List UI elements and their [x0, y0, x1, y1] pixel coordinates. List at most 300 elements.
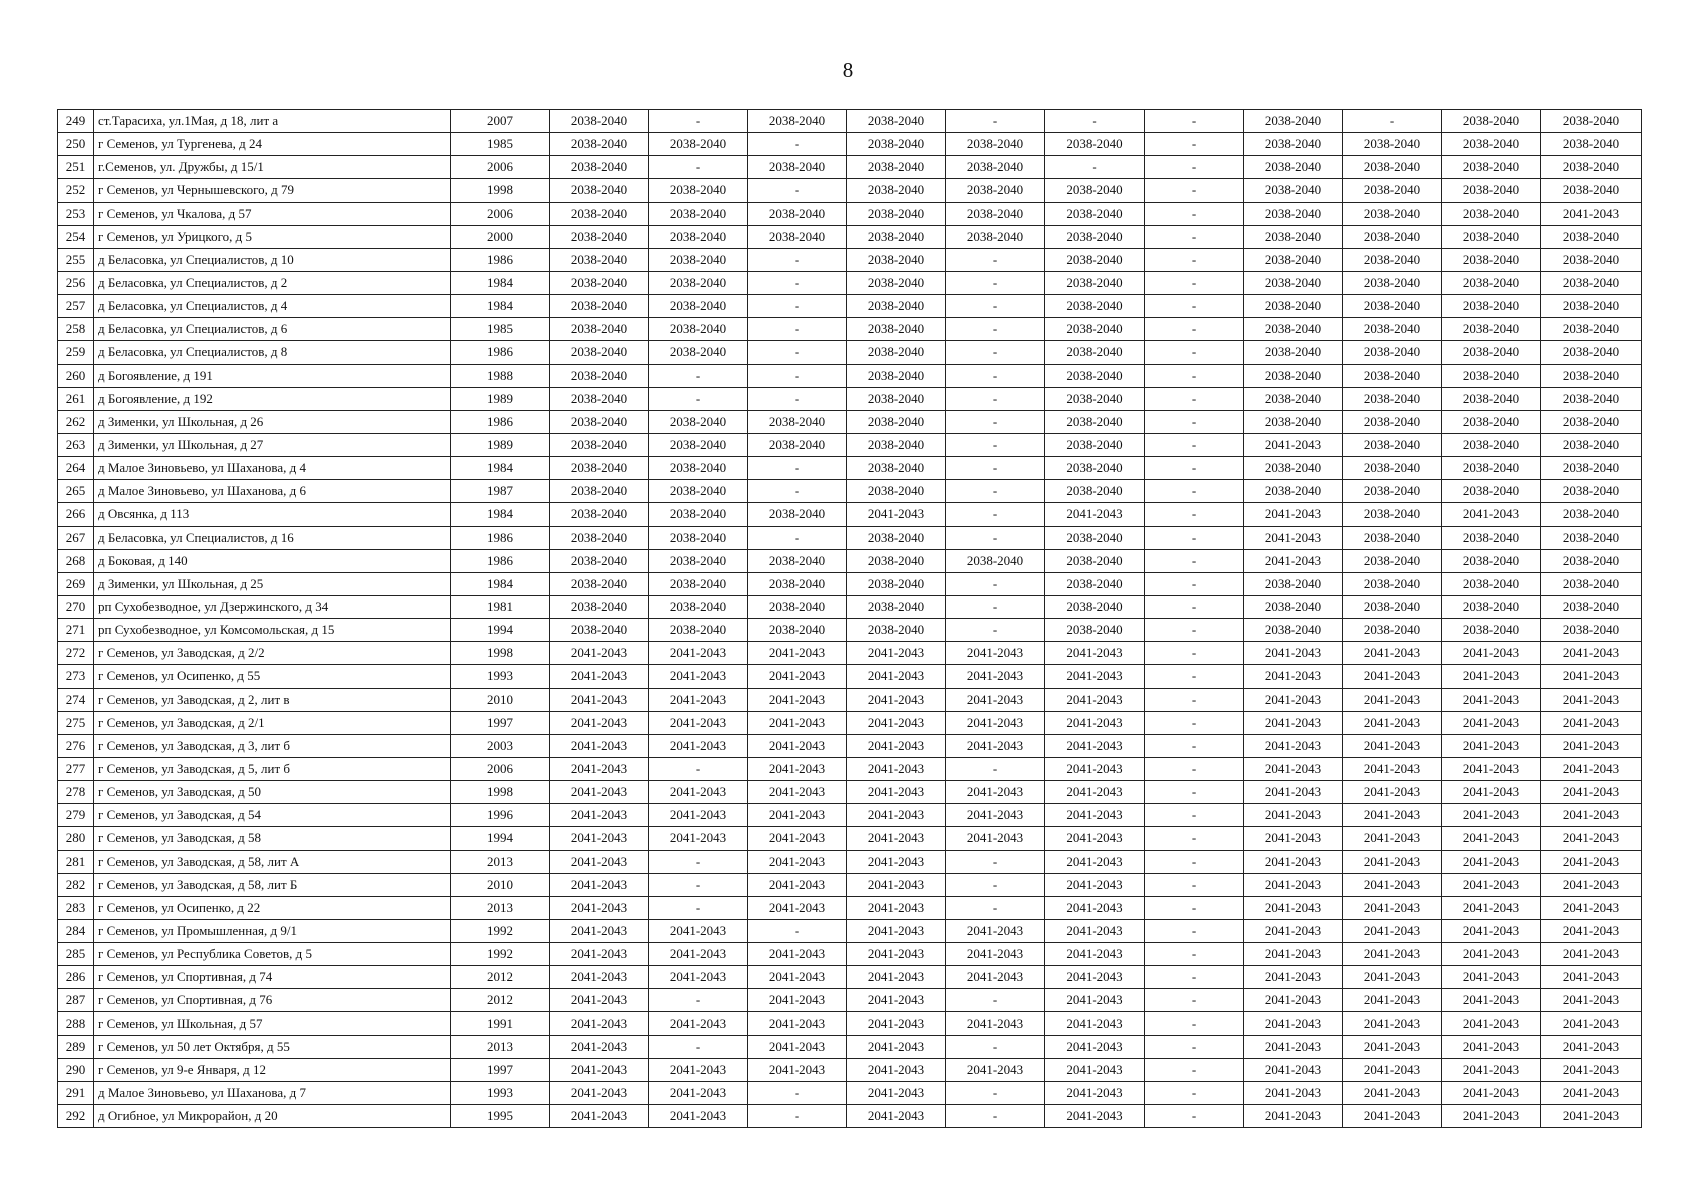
row-number-cell: 288: [58, 1012, 94, 1035]
table-row: [58, 271, 1642, 294]
period-cell: 2041-2043: [748, 642, 847, 665]
row-number-cell: 282: [58, 873, 94, 896]
period-cell: 2041-2043: [1244, 943, 1343, 966]
period-cell: 2041-2043: [1343, 688, 1442, 711]
row-number-cell: 265: [58, 480, 94, 503]
period-cell: 2041-2043: [748, 873, 847, 896]
period-cell: 2038-2040: [550, 549, 649, 572]
period-cell: 2041-2043: [847, 642, 946, 665]
period-cell: 2041-2043: [550, 966, 649, 989]
row-number-cell: 260: [58, 364, 94, 387]
period-cell: 2038-2040: [1541, 549, 1642, 572]
period-cell: 2041-2043: [1045, 1058, 1145, 1081]
period-cell: 2038-2040: [1343, 364, 1442, 387]
period-cell: -: [946, 364, 1045, 387]
period-cell: -: [946, 989, 1045, 1012]
period-cell: 2041-2043: [847, 734, 946, 757]
year-cell: 1994: [451, 619, 550, 642]
period-cell: 2038-2040: [550, 457, 649, 480]
period-cell: 2041-2043: [748, 827, 847, 850]
period-cell: 2038-2040: [1045, 318, 1145, 341]
period-cell: 2038-2040: [1442, 295, 1541, 318]
period-cell: 2041-2043: [847, 873, 946, 896]
period-cell: 2038-2040: [649, 526, 748, 549]
period-cell: -: [946, 850, 1045, 873]
address-cell: д Огибное, ул Микрорайон, д 20: [94, 1105, 451, 1128]
period-cell: -: [946, 595, 1045, 618]
table-row: [58, 595, 1642, 618]
row-number-cell: 271: [58, 619, 94, 642]
period-cell: 2041-2043: [1541, 827, 1642, 850]
period-cell: 2041-2043: [1442, 1081, 1541, 1104]
period-cell: 2041-2043: [1442, 804, 1541, 827]
period-cell: 2041-2043: [1541, 850, 1642, 873]
period-cell: 2041-2043: [1045, 757, 1145, 780]
row-number-cell: 281: [58, 850, 94, 873]
period-cell: 2041-2043: [1343, 896, 1442, 919]
period-cell: -: [946, 248, 1045, 271]
row-number-cell: 275: [58, 711, 94, 734]
period-cell: 2038-2040: [1045, 433, 1145, 456]
period-cell: 2041-2043: [946, 711, 1045, 734]
address-cell: д Зименки, ул Школьная, д 26: [94, 410, 451, 433]
table-row: [58, 225, 1642, 248]
period-cell: 2038-2040: [1343, 248, 1442, 271]
row-number-cell: 261: [58, 387, 94, 410]
period-cell: 2038-2040: [1244, 572, 1343, 595]
period-cell: 2041-2043: [1442, 966, 1541, 989]
address-cell: г Семенов, ул Чкалова, д 57: [94, 202, 451, 225]
period-cell: 2038-2040: [847, 572, 946, 595]
period-cell: 2038-2040: [1343, 457, 1442, 480]
row-number-cell: 252: [58, 179, 94, 202]
period-cell: 2038-2040: [649, 457, 748, 480]
period-cell: 2041-2043: [1442, 1035, 1541, 1058]
period-cell: 2038-2040: [1045, 248, 1145, 271]
row-number-cell: 277: [58, 757, 94, 780]
period-cell: -: [748, 919, 847, 942]
period-cell: 2041-2043: [1442, 503, 1541, 526]
address-cell: г Семенов, ул Осипенко, д 55: [94, 665, 451, 688]
period-cell: 2041-2043: [847, 804, 946, 827]
period-cell: -: [649, 387, 748, 410]
period-cell: 2041-2043: [1244, 757, 1343, 780]
period-cell: 2038-2040: [1343, 387, 1442, 410]
period-cell: 2038-2040: [1442, 526, 1541, 549]
period-cell: -: [748, 526, 847, 549]
period-cell: 2038-2040: [1343, 156, 1442, 179]
period-cell: -: [1145, 827, 1244, 850]
period-cell: 2041-2043: [1442, 943, 1541, 966]
period-cell: 2038-2040: [649, 179, 748, 202]
address-cell: д Богоявление, д 192: [94, 387, 451, 410]
table-row: [58, 295, 1642, 318]
table-row: [58, 873, 1642, 896]
period-cell: -: [1145, 480, 1244, 503]
period-cell: -: [946, 757, 1045, 780]
table-row: [58, 896, 1642, 919]
row-number-cell: 255: [58, 248, 94, 271]
period-cell: 2041-2043: [748, 804, 847, 827]
period-cell: 2038-2040: [550, 202, 649, 225]
year-cell: 2013: [451, 1035, 550, 1058]
period-cell: -: [1145, 1035, 1244, 1058]
year-cell: 2006: [451, 202, 550, 225]
period-cell: 2041-2043: [1442, 919, 1541, 942]
table-row: [58, 1081, 1642, 1104]
year-cell: 1987: [451, 480, 550, 503]
address-cell: д Боковая, д 140: [94, 549, 451, 572]
year-cell: 1989: [451, 387, 550, 410]
period-cell: 2038-2040: [1244, 341, 1343, 364]
period-cell: 2038-2040: [1244, 271, 1343, 294]
period-cell: -: [946, 457, 1045, 480]
period-cell: 2038-2040: [847, 110, 946, 133]
period-cell: -: [1145, 966, 1244, 989]
period-cell: 2041-2043: [1045, 781, 1145, 804]
period-cell: 2038-2040: [1541, 341, 1642, 364]
table-row: [58, 804, 1642, 827]
table-row: [58, 318, 1642, 341]
period-cell: 2038-2040: [1045, 526, 1145, 549]
period-cell: 2038-2040: [748, 503, 847, 526]
address-cell: д Беласовка, ул Специалистов, д 16: [94, 526, 451, 549]
period-cell: 2041-2043: [748, 1012, 847, 1035]
period-cell: 2041-2043: [1244, 734, 1343, 757]
period-cell: -: [1145, 341, 1244, 364]
period-cell: 2038-2040: [550, 179, 649, 202]
address-cell: г Семенов, ул 9-е Января, д 12: [94, 1058, 451, 1081]
period-cell: 2041-2043: [1343, 989, 1442, 1012]
period-cell: 2041-2043: [1343, 804, 1442, 827]
period-cell: 2038-2040: [649, 549, 748, 572]
period-cell: 2041-2043: [1343, 781, 1442, 804]
period-cell: 2038-2040: [649, 503, 748, 526]
period-cell: 2041-2043: [847, 503, 946, 526]
table-row: [58, 133, 1642, 156]
period-cell: 2038-2040: [1541, 271, 1642, 294]
period-cell: 2038-2040: [847, 156, 946, 179]
year-cell: 2003: [451, 734, 550, 757]
period-cell: 2041-2043: [946, 665, 1045, 688]
period-cell: 2041-2043: [847, 966, 946, 989]
period-cell: 2041-2043: [1343, 1035, 1442, 1058]
period-cell: -: [748, 295, 847, 318]
period-cell: -: [1145, 179, 1244, 202]
period-cell: 2038-2040: [550, 503, 649, 526]
period-cell: 2041-2043: [649, 1058, 748, 1081]
address-cell: ст.Тарасиха, ул.1Мая, д 18, лит а: [94, 110, 451, 133]
period-cell: 2038-2040: [847, 364, 946, 387]
row-number-cell: 285: [58, 943, 94, 966]
period-cell: 2041-2043: [550, 711, 649, 734]
period-cell: 2038-2040: [1541, 225, 1642, 248]
period-cell: 2041-2043: [1343, 1058, 1442, 1081]
address-cell: г Семенов, ул Осипенко, д 22: [94, 896, 451, 919]
period-cell: 2038-2040: [748, 433, 847, 456]
table-row: [58, 688, 1642, 711]
period-cell: -: [1145, 271, 1244, 294]
address-cell: г Семенов, ул Заводская, д 58: [94, 827, 451, 850]
row-number-cell: 268: [58, 549, 94, 572]
period-cell: 2041-2043: [649, 688, 748, 711]
period-cell: 2041-2043: [1045, 642, 1145, 665]
period-cell: 2038-2040: [748, 156, 847, 179]
period-cell: 2038-2040: [649, 271, 748, 294]
address-cell: г Семенов, ул Спортивная, д 76: [94, 989, 451, 1012]
table-row: [58, 1105, 1642, 1128]
period-cell: 2038-2040: [550, 248, 649, 271]
year-cell: 1998: [451, 781, 550, 804]
period-cell: 2038-2040: [649, 133, 748, 156]
period-cell: 2041-2043: [847, 781, 946, 804]
period-cell: 2041-2043: [946, 734, 1045, 757]
table-row: [58, 387, 1642, 410]
period-cell: 2041-2043: [550, 642, 649, 665]
period-cell: 2038-2040: [946, 549, 1045, 572]
period-cell: -: [1145, 295, 1244, 318]
period-cell: 2038-2040: [1541, 364, 1642, 387]
period-cell: 2038-2040: [1541, 526, 1642, 549]
table-row: [58, 665, 1642, 688]
period-cell: 2038-2040: [1343, 503, 1442, 526]
period-cell: -: [1145, 734, 1244, 757]
period-cell: 2041-2043: [1244, 433, 1343, 456]
period-cell: 2041-2043: [1343, 711, 1442, 734]
period-cell: 2041-2043: [1244, 989, 1343, 1012]
period-cell: 2041-2043: [1045, 943, 1145, 966]
period-cell: -: [1145, 1081, 1244, 1104]
period-cell: 2038-2040: [1442, 572, 1541, 595]
period-cell: 2041-2043: [1045, 919, 1145, 942]
year-cell: 1996: [451, 804, 550, 827]
period-cell: 2041-2043: [1343, 873, 1442, 896]
period-cell: 2041-2043: [1442, 1105, 1541, 1128]
page-number: 8: [842, 58, 854, 82]
period-cell: -: [649, 1035, 748, 1058]
period-cell: 2038-2040: [748, 202, 847, 225]
period-cell: 2041-2043: [1541, 966, 1642, 989]
period-cell: 2038-2040: [649, 433, 748, 456]
period-cell: -: [1145, 549, 1244, 572]
period-cell: -: [946, 503, 1045, 526]
table-row: [58, 341, 1642, 364]
period-cell: 2038-2040: [1442, 480, 1541, 503]
year-cell: 2012: [451, 966, 550, 989]
address-cell: г Семенов, ул Заводская, д 2, лит в: [94, 688, 451, 711]
period-cell: 2041-2043: [649, 665, 748, 688]
period-cell: 2038-2040: [1045, 271, 1145, 294]
year-cell: 2013: [451, 896, 550, 919]
period-cell: -: [748, 387, 847, 410]
table-row: [58, 572, 1642, 595]
period-cell: -: [1145, 1105, 1244, 1128]
period-cell: 2041-2043: [1541, 781, 1642, 804]
period-cell: -: [748, 271, 847, 294]
period-cell: -: [1145, 688, 1244, 711]
period-cell: -: [946, 619, 1045, 642]
row-number-cell: 251: [58, 156, 94, 179]
period-cell: 2038-2040: [847, 595, 946, 618]
period-cell: 2041-2043: [1244, 526, 1343, 549]
period-cell: 2041-2043: [847, 943, 946, 966]
period-cell: 2041-2043: [946, 781, 1045, 804]
period-cell: 2038-2040: [1442, 619, 1541, 642]
period-cell: 2041-2043: [748, 711, 847, 734]
period-cell: 2041-2043: [748, 989, 847, 1012]
period-cell: -: [1045, 156, 1145, 179]
period-cell: 2038-2040: [1541, 480, 1642, 503]
period-cell: 2038-2040: [847, 133, 946, 156]
period-cell: 2041-2043: [550, 1105, 649, 1128]
table-row: [58, 457, 1642, 480]
period-cell: 2041-2043: [1045, 734, 1145, 757]
period-cell: 2038-2040: [1541, 619, 1642, 642]
period-cell: 2038-2040: [1442, 457, 1541, 480]
row-number-cell: 250: [58, 133, 94, 156]
table-row: [58, 410, 1642, 433]
year-cell: 1992: [451, 919, 550, 942]
period-cell: 2041-2043: [550, 919, 649, 942]
period-cell: 2038-2040: [1442, 133, 1541, 156]
period-cell: 2038-2040: [1244, 202, 1343, 225]
period-cell: 2038-2040: [1045, 295, 1145, 318]
period-cell: 2041-2043: [748, 734, 847, 757]
period-cell: 2041-2043: [1442, 827, 1541, 850]
period-cell: 2038-2040: [1442, 110, 1541, 133]
period-cell: 2038-2040: [649, 295, 748, 318]
address-cell: г Семенов, ул Спортивная, д 74: [94, 966, 451, 989]
period-cell: 2038-2040: [847, 318, 946, 341]
period-cell: 2041-2043: [1244, 850, 1343, 873]
period-cell: 2041-2043: [1244, 827, 1343, 850]
period-cell: -: [1145, 133, 1244, 156]
year-cell: 1993: [451, 1081, 550, 1104]
address-cell: д Беласовка, ул Специалистов, д 2: [94, 271, 451, 294]
period-cell: 2041-2043: [550, 989, 649, 1012]
address-cell: рп Сухобезводное, ул Комсомольская, д 15: [94, 619, 451, 642]
period-cell: 2038-2040: [550, 341, 649, 364]
period-cell: 2041-2043: [1541, 202, 1642, 225]
period-cell: 2041-2043: [1541, 1081, 1642, 1104]
period-cell: -: [946, 271, 1045, 294]
period-cell: 2041-2043: [550, 873, 649, 896]
period-cell: 2038-2040: [649, 202, 748, 225]
period-cell: 2038-2040: [1541, 595, 1642, 618]
period-cell: 2038-2040: [1541, 133, 1642, 156]
period-cell: -: [649, 873, 748, 896]
period-cell: -: [649, 364, 748, 387]
address-cell: г Семенов, ул Заводская, д 50: [94, 781, 451, 804]
address-cell: г Семенов, ул Республика Советов, д 5: [94, 943, 451, 966]
period-cell: 2038-2040: [1343, 341, 1442, 364]
period-cell: 2038-2040: [1541, 318, 1642, 341]
row-number-cell: 286: [58, 966, 94, 989]
period-cell: -: [1145, 781, 1244, 804]
table-row: [58, 1035, 1642, 1058]
period-cell: 2041-2043: [1244, 711, 1343, 734]
row-number-cell: 262: [58, 410, 94, 433]
period-cell: 2041-2043: [1244, 896, 1343, 919]
period-cell: 2041-2043: [1541, 919, 1642, 942]
period-cell: -: [946, 480, 1045, 503]
period-cell: 2041-2043: [946, 919, 1045, 942]
table-row: [58, 202, 1642, 225]
year-cell: 2000: [451, 225, 550, 248]
period-cell: 2038-2040: [1244, 248, 1343, 271]
period-cell: 2038-2040: [1343, 410, 1442, 433]
year-cell: 2006: [451, 156, 550, 179]
period-cell: 2038-2040: [946, 156, 1045, 179]
period-cell: 2038-2040: [649, 225, 748, 248]
row-number-cell: 269: [58, 572, 94, 595]
period-cell: 2041-2043: [1442, 642, 1541, 665]
period-cell: 2041-2043: [1541, 734, 1642, 757]
period-cell: 2041-2043: [847, 757, 946, 780]
period-cell: -: [1045, 110, 1145, 133]
year-cell: 1998: [451, 179, 550, 202]
period-cell: 2041-2043: [748, 665, 847, 688]
period-cell: 2041-2043: [550, 734, 649, 757]
period-cell: 2041-2043: [1541, 896, 1642, 919]
period-cell: 2038-2040: [847, 179, 946, 202]
row-number-cell: 272: [58, 642, 94, 665]
period-cell: 2038-2040: [1045, 225, 1145, 248]
period-cell: 2041-2043: [1343, 1081, 1442, 1104]
period-cell: 2041-2043: [1541, 943, 1642, 966]
period-cell: 2041-2043: [1442, 989, 1541, 1012]
year-cell: 1986: [451, 526, 550, 549]
period-cell: 2041-2043: [649, 1081, 748, 1104]
period-cell: 2041-2043: [1244, 966, 1343, 989]
period-cell: 2041-2043: [1244, 503, 1343, 526]
period-cell: 2038-2040: [1541, 572, 1642, 595]
period-cell: -: [946, 318, 1045, 341]
row-number-cell: 253: [58, 202, 94, 225]
address-cell: г Семенов, ул Заводская, д 58, лит Б: [94, 873, 451, 896]
period-cell: -: [946, 1105, 1045, 1128]
period-cell: 2041-2043: [1343, 827, 1442, 850]
period-cell: -: [649, 110, 748, 133]
row-number-cell: 266: [58, 503, 94, 526]
period-cell: 2041-2043: [1442, 1058, 1541, 1081]
period-cell: 2041-2043: [1541, 1035, 1642, 1058]
period-cell: 2041-2043: [550, 943, 649, 966]
year-cell: 1981: [451, 595, 550, 618]
period-cell: 2041-2043: [1541, 1105, 1642, 1128]
period-cell: 2041-2043: [1541, 1012, 1642, 1035]
period-cell: 2041-2043: [1045, 711, 1145, 734]
period-cell: 2038-2040: [1244, 364, 1343, 387]
period-cell: -: [1145, 804, 1244, 827]
period-cell: 2038-2040: [1045, 457, 1145, 480]
period-cell: 2041-2043: [1045, 804, 1145, 827]
row-number-cell: 274: [58, 688, 94, 711]
period-cell: -: [1145, 410, 1244, 433]
row-number-cell: 292: [58, 1105, 94, 1128]
period-cell: 2038-2040: [1442, 202, 1541, 225]
table-row: [58, 943, 1642, 966]
period-cell: -: [649, 896, 748, 919]
period-cell: 2038-2040: [1343, 549, 1442, 572]
period-cell: -: [1145, 919, 1244, 942]
period-cell: -: [1145, 1058, 1244, 1081]
period-cell: 2038-2040: [649, 595, 748, 618]
period-cell: -: [1145, 156, 1244, 179]
period-cell: 2041-2043: [847, 827, 946, 850]
period-cell: 2041-2043: [1244, 1058, 1343, 1081]
period-cell: 2038-2040: [649, 619, 748, 642]
